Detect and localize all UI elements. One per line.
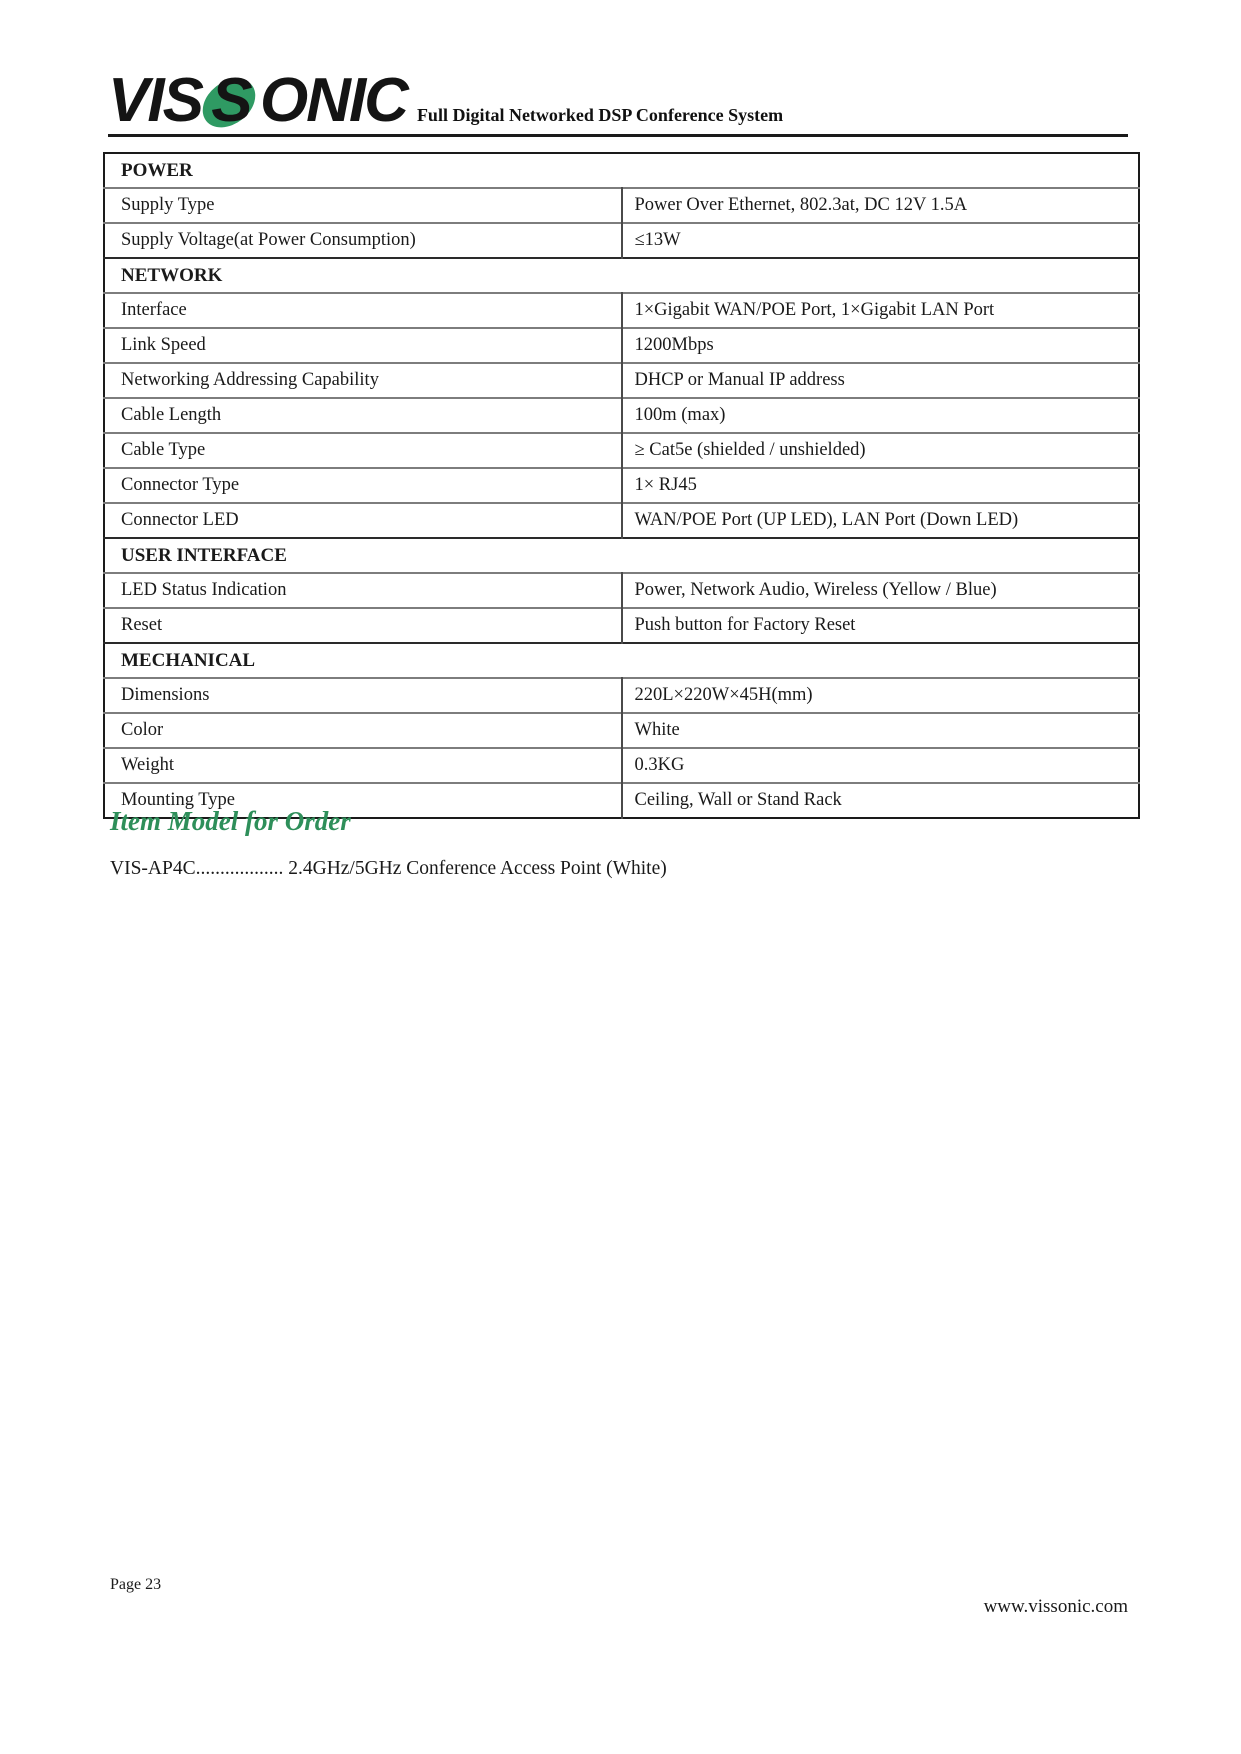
spec-row-label: Connector Type: [104, 468, 622, 503]
spec-section-title: USER INTERFACE: [121, 544, 287, 566]
page-header: [108, 66, 1140, 137]
spec-section-title: MECHANICAL: [121, 649, 256, 671]
spec-row: [104, 363, 1139, 398]
website-url: www.vissonic.com: [983, 1596, 1128, 1617]
spec-row-label: Networking Addressing Capability: [104, 363, 622, 398]
spec-row: [104, 748, 1139, 783]
spec-row-label: Dimensions: [104, 678, 622, 713]
order-description: 2.4GHz/5GHz Conference Access Point (White): [283, 858, 667, 879]
spec-row-label: Color: [104, 713, 622, 748]
spec-row: [104, 678, 1139, 713]
spec-row: [104, 223, 1139, 258]
spec-row: [104, 188, 1139, 223]
spec-row-label: Mounting Type: [104, 783, 622, 818]
logo-text-onic: ONIC: [259, 66, 407, 135]
spec-row-label: Reset: [104, 608, 622, 643]
spec-row-value: 0.3KG: [634, 755, 685, 775]
spec-row-value: 1200Mbps: [634, 335, 714, 355]
order-section-heading: Item Model for Order: [110, 806, 351, 836]
spec-row-value: Power Over Ethernet, 802.3at, DC 12V 1.5A: [634, 195, 968, 215]
spec-row: [104, 293, 1139, 328]
spec-row-value: 220L×220W×45H(mm): [634, 685, 813, 705]
page-number: Page 23: [110, 1576, 162, 1593]
spec-row: [104, 713, 1139, 748]
spec-row: [104, 433, 1139, 468]
spec-row-label: Weight: [104, 748, 622, 783]
spec-row: [104, 573, 1139, 608]
spec-row-value: 100m (max): [634, 405, 726, 425]
spec-row-label: Interface: [104, 293, 622, 328]
spec-row-value: White: [634, 720, 680, 740]
spec-row: [104, 328, 1139, 363]
spec-row-value: ≤13W: [634, 230, 681, 250]
spec-row-value: Power, Network Audio, Wireless (Yellow / Blue): [634, 580, 997, 600]
spec-table: [103, 152, 1140, 819]
spec-row-label: LED Status Indication: [104, 573, 622, 608]
spec-row-value: ≥ Cat5e (shielded / unshielded): [634, 440, 866, 460]
spec-row-value: 1×Gigabit WAN/POE Port, 1×Gigabit LAN Port: [634, 300, 995, 320]
spec-row-label: Cable Length: [104, 398, 622, 433]
spec-row-label: Cable Type: [104, 433, 622, 468]
spec-row-value: Ceiling, Wall or Stand Rack: [634, 790, 842, 810]
logo-text-vis: VIS: [108, 66, 202, 135]
spec-section-header-row: [104, 258, 1139, 293]
spec-row-label: Connector LED: [104, 503, 622, 538]
header-tagline: Full Digital Networked DSP Conference System: [416, 105, 784, 125]
spec-section-header-row: [104, 153, 1139, 188]
order-dots: ..................: [195, 858, 284, 879]
spec-row-value: Push button for Factory Reset: [634, 615, 856, 635]
spec-section-title: POWER: [121, 159, 193, 181]
vissonic-logo: [108, 66, 407, 135]
spec-row-value: 1× RJ45: [634, 475, 697, 495]
spec-row: [104, 398, 1139, 433]
spec-row: [104, 503, 1139, 538]
spec-row: [104, 608, 1139, 643]
spec-row-label: Supply Type: [104, 188, 622, 223]
order-model-code: VIS-AP4C: [110, 858, 196, 879]
spec-row-label: Supply Voltage(at Power Consumption): [104, 223, 622, 258]
order-model-line: [110, 858, 667, 880]
spec-section-header-row: [104, 643, 1139, 678]
spec-row-value: WAN/POE Port (UP LED), LAN Port (Down LED): [634, 510, 1019, 530]
spec-section-title: NETWORK: [121, 264, 223, 286]
spec-section-header-row: [104, 538, 1139, 573]
spec-row: [104, 468, 1139, 503]
spec-row-value: DHCP or Manual IP address: [634, 370, 845, 390]
spec-row-label: Link Speed: [104, 328, 622, 363]
logo-green-s-icon: S: [202, 72, 260, 130]
